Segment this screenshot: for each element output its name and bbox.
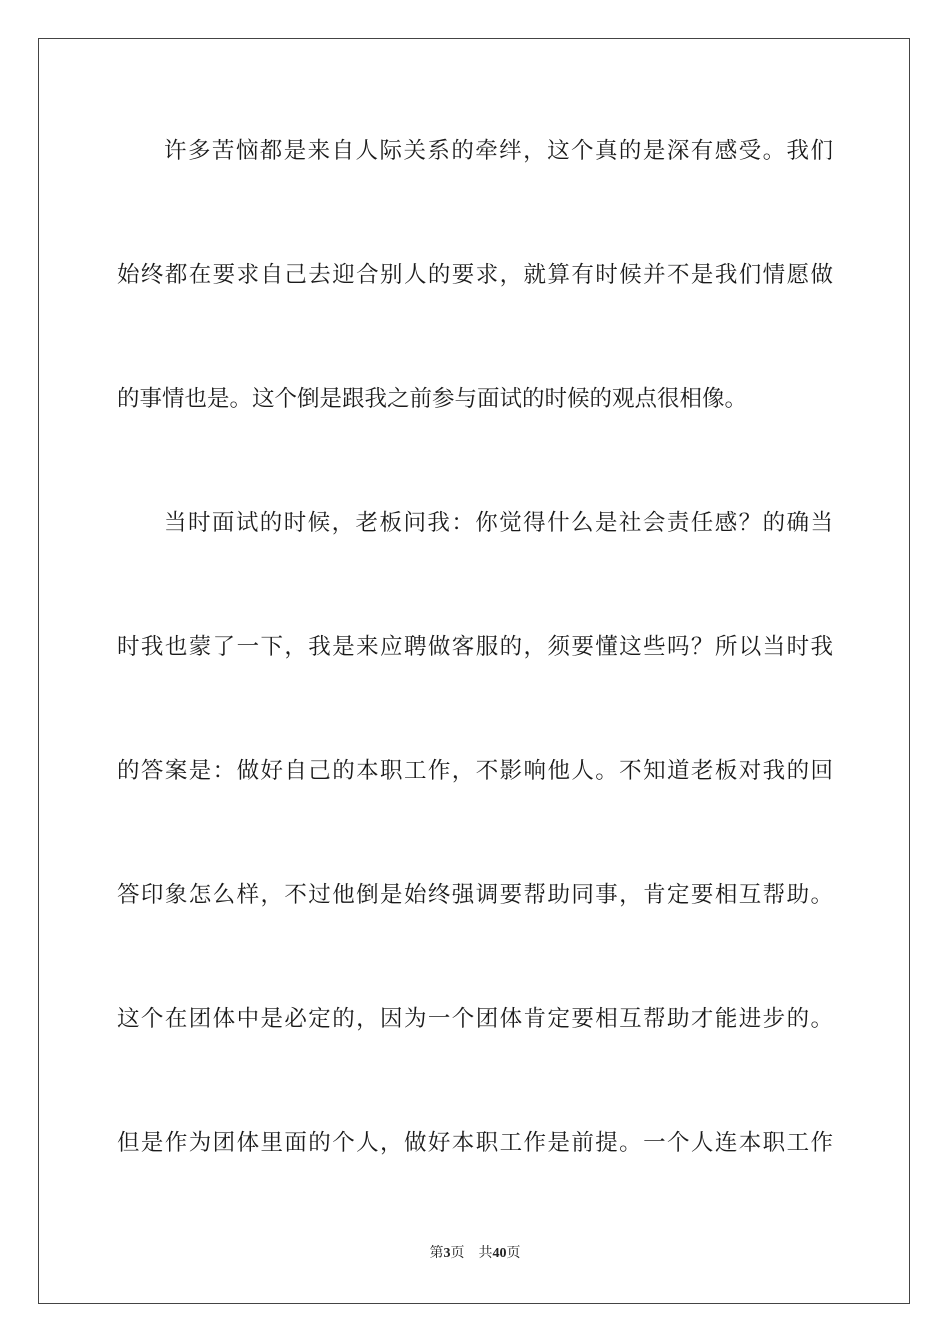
paragraph-line: 的事情也是。这个倒是跟我之前参与面试的时候的观点很相像。 bbox=[117, 386, 748, 412]
page-prefix: 第 bbox=[429, 1246, 444, 1261]
paragraph-line: 答印象怎么样，不过他倒是始终强调要帮助同事，肯定要相互帮助。 bbox=[117, 882, 833, 908]
page-suffix: 页 bbox=[450, 1246, 465, 1261]
page-number: 3 bbox=[443, 1246, 451, 1261]
paragraph-line: 但是作为团体里面的个人，做好本职工作是前提。一个人连本职工作 bbox=[117, 1130, 833, 1156]
paragraph-line: 当时面试的时候，老板问我：你觉得什么是社会责任感？的确当 bbox=[164, 510, 833, 536]
paragraph-line: 时我也蒙了一下，我是来应聘做客服的，须要懂这些吗？所以当时我 bbox=[117, 634, 833, 660]
page-footer bbox=[0, 1244, 950, 1264]
paragraph-line: 始终都在要求自己去迎合别人的要求，就算有时候并不是我们情愿做 bbox=[117, 262, 833, 288]
paragraph-line: 这个在团体中是必定的，因为一个团体肯定要相互帮助才能进步的。 bbox=[117, 1006, 833, 1032]
total-pages: 40 bbox=[492, 1246, 507, 1261]
paragraph-line: 许多苦恼都是来自人际关系的牵绊，这个真的是深有感受。我们 bbox=[164, 138, 833, 164]
total-suffix: 页 bbox=[506, 1246, 521, 1261]
page-border bbox=[38, 38, 910, 1304]
paragraph-line: 的答案是：做好自己的本职工作，不影响他人。不知道老板对我的回 bbox=[117, 758, 833, 784]
total-prefix: 共 bbox=[478, 1246, 493, 1261]
